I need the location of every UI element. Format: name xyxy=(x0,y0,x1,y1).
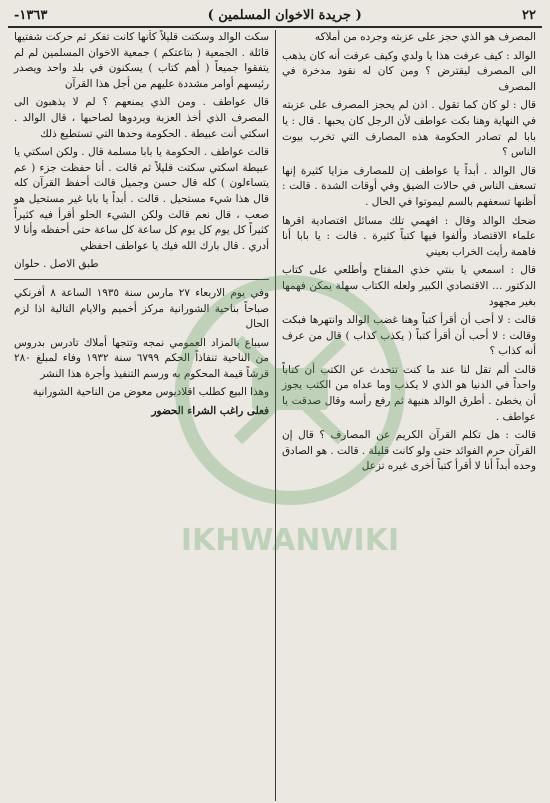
page-number: ٢٢ xyxy=(522,7,536,23)
paragraph: الوالد : كيف عرفت هذا يا ولدي وكيف عرفت أنه كان يذهب الى المصرف ليقترض ؟ ومن كان له نقود مدخرة في المصرف xyxy=(282,49,536,93)
watermark-text: IKHWANWIKI xyxy=(180,523,400,558)
newspaper-name: ( جريدة الاخوان المسلمين ) xyxy=(207,7,362,23)
article-columns xyxy=(8,30,542,801)
paragraph: قالت عواطف . الحكومة يا بابا مسلمة قال . ولكن اسكتي يا عبيطة اسكتي سكتت قليلاً ثم قالت . أنا حفظت جزء ( عم يتساءلون ) كله قال حسن وجميل قالت أحفظ القرآن كله قال هذا شيء مستحيل . قالت . أبداً يا بابا غير مستحيل هو صعب ، قال نعم قالت ولكن الشيء الحلو أقرأ فيه كثيراً كثيراً كل يوم كل يوم كل ساعة كل ساعة حتى أحفظه وأنا لا أدري . قال بارك الله فيك يا عواطف احفظي xyxy=(14,146,269,252)
issue-year: ١٣٦٣- xyxy=(14,7,48,23)
page-header xyxy=(8,4,542,28)
article-signature: طبق الاصل . حلوان xyxy=(14,258,99,271)
paragraph: المصرف هو الذي حجز على عزبته وجرده من أملاكه xyxy=(314,31,536,43)
paragraph: قال عواطف . ومن الذي يمنعهم ؟ لم لا يذهبون الى المصرف الذي أخذ العزبة ويردوها لصاحبها ، قال الوالد . اسكتي أنت عبيطة . الحكومة وحدها التي تستطيع ذلك xyxy=(14,96,269,140)
paragraph: قال : اسمعي يا بنتي خذي المفتاح وأطلعي على كتاب الدكتور … الاقتصادي الكبير ولعله الكتاب سهلة يمكن فهمها بغير مجهود xyxy=(282,264,536,308)
auction-notice: فعلى راغب الشراء الحضور xyxy=(151,405,269,418)
paragraph: قال الوالد . أبداً يا عواطف إن للمصارف مزايا كثيرة إنها تسعف الناس في حالات الضيق وفي أوقات الشدة . قالت : أظنها تسعفهم بالسم ليموتوا في الحال . xyxy=(282,164,536,208)
auction-notice: وفي يوم الاربعاء ٢٧ مارس سنة ١٩٣٥ الساعة ٨ أفرنكي صباحاً بناحية الشورانية مركز أخميم والايام التالية اذا لزم الحال xyxy=(14,286,269,331)
section-divider xyxy=(14,279,269,280)
auction-notice: سيباع بالمزاد العمومي نمجه وتتجها أملاك تادرس بدروس من الناحية تنفاذاً الحكم ٦٧٩٩ سنة ١٩٣٢ وفاء لمبلغ ٢٨٠ قرشاً قيمة المحكوم به ورسم التنفيذ وأجرة هذا النشر xyxy=(14,336,269,380)
paragraph: قالت ألم تقل لنا عند ما كنت تتحدث عن الكتب أن كتاباً واحداً في الدنيا هو الذي لا يكذب وما عداه من الكتب يجوز أن يخطئ . أطرق الوالد هنيهة ثم رفع رأسه وقال صدقت يا عواطف . xyxy=(282,363,536,423)
auction-notice: وهذا البيع كطلب اقلاديوس معوض من الناحية الشورانية xyxy=(32,386,269,399)
paragraph: قالت : لا أحب أن أقرأ كتباً وهنا غضب الوالد وانتهرها فبكت وقالت : لا أحب أن أقرأ كتباً ( يكذب كذاب ) قال من عرف أنه كذاب ؟ xyxy=(282,314,536,358)
paragraph: قال : لو كان كما تقول . اذن لم يحجز المصرف على عزبته في النهاية وهنا بكت عواطف لأن الرجل كان يحبها . قال : يا بابا لم تصادر الحكومة هذه المصارف التي تخرب بيوت الناس ؟ xyxy=(282,99,536,159)
right-column xyxy=(275,30,542,801)
paragraph: ضحك الوالد وقال : افهمي تلك مسائل اقتصادية اقرها علماء الاقتصاد وألفوا فيها كتباً كثيرة . قالت : يا بابا أنا فاهمة رأيت الخراب بعيني xyxy=(282,214,536,258)
paragraph: سكت الوالد وسكتت قليلاً كأنها كانت تفكر ثم حركت شفتيها قائلة . الجمعية ( بتاعتكم ) جمعية الاخوان المسلمين لم لم يتفقوا جميعاً ( أهم كتاب ) يسكنون في بلد واحد ويصدر رئيسهم أوامر مشددة عليهم من أجل هذا القرآن xyxy=(14,31,269,90)
left-column xyxy=(8,30,275,801)
paragraph: قالت : هل تكلم القرآن الكريم عن المصارف ؟ قال إن القرآن حرم الفوائد حتى ولو كانت قليلة . قالت . هو الصادق وحده أبداً أنا لا أقرأ كتباً أخرى غيره تزعل xyxy=(282,429,536,473)
